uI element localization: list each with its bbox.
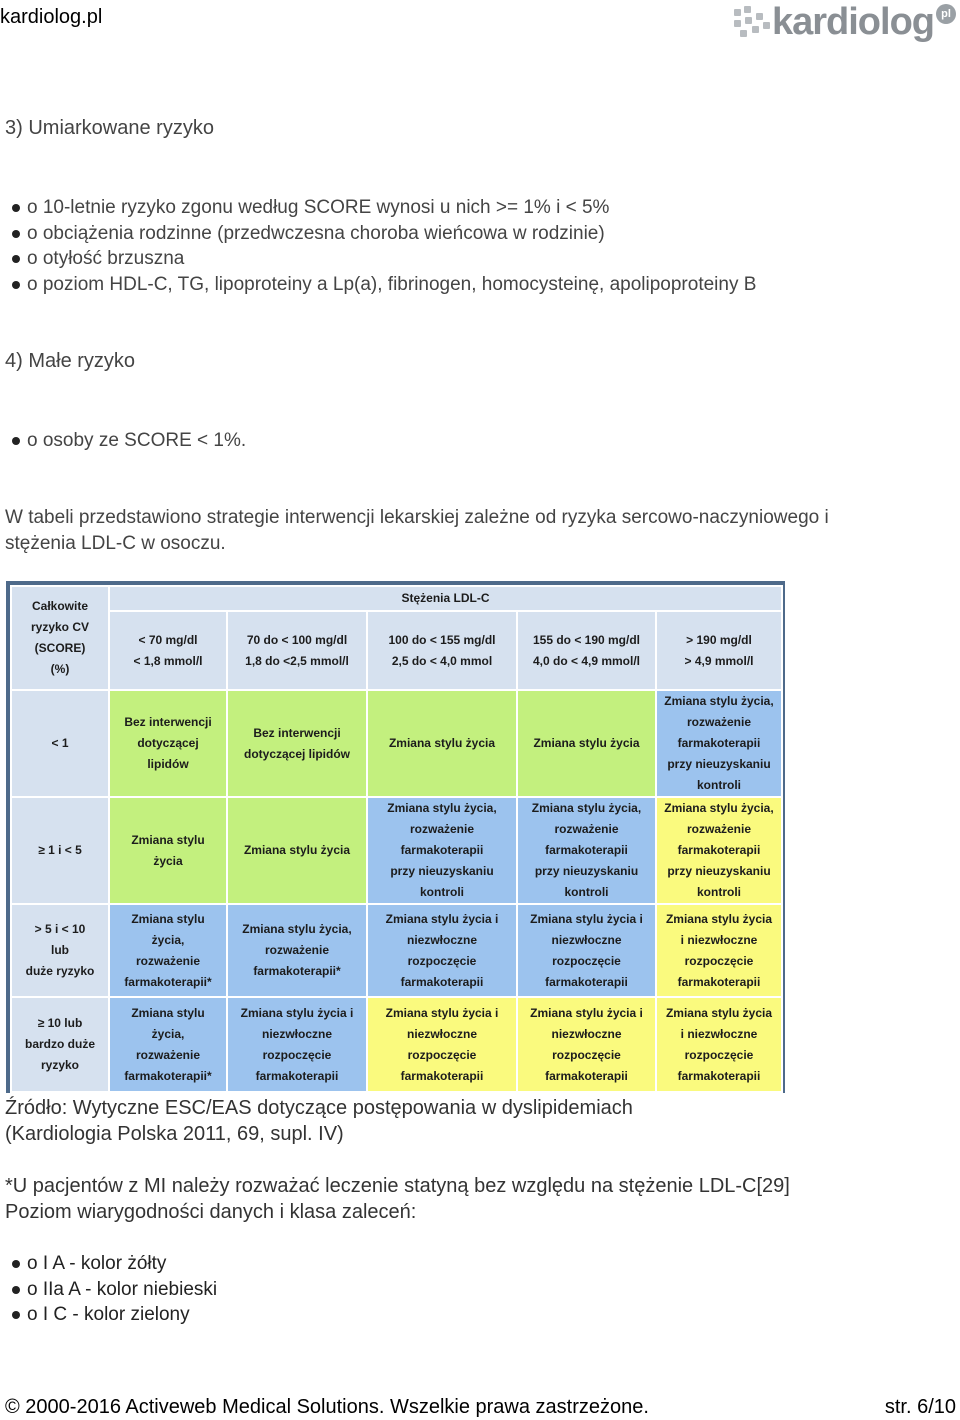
cell-line: farmakoterapii: [400, 1068, 484, 1083]
source-line: Źródło: Wytyczne ESC/EAS dotyczące postępowania w dyslipidemiach: [5, 1097, 633, 1119]
strategy-cell: [367, 690, 517, 797]
header-line: 155 do < 190 mg/dl: [532, 632, 641, 647]
strategy-cell: [109, 797, 227, 904]
source-line: (Kardiologia Polska 2011, 69, supl. IV): [5, 1123, 344, 1145]
logo-text: kardiolog: [771, 0, 934, 43]
cell-line: rozważenie: [686, 822, 752, 836]
cell-line: przy nieuzyskaniu: [667, 864, 771, 878]
cell-line: farmakoterapii*: [124, 974, 212, 989]
strategy-cell: [227, 797, 367, 904]
intro-line: stężenia LDL-C w osoczu.: [5, 533, 226, 554]
logo-dots-icon: [732, 4, 772, 40]
column-header: [656, 611, 782, 690]
risk-label-cell: [11, 797, 109, 904]
cell-line: rozważenie: [554, 822, 619, 836]
cell-line: Zmiana stylu życia i: [385, 911, 499, 926]
kardiolog-logo: [732, 0, 956, 44]
list-item: o 10-letnie ryzyko zgonu według SCORE wynosi u nich >= 1% i < 5%: [12, 195, 756, 221]
strategy-cell: [227, 904, 367, 997]
cell-line: duże ryzyko: [25, 964, 95, 978]
cell-line: > 5 i < 10: [34, 922, 86, 936]
section3-title: 3) Umiarkowane ryzyko: [5, 117, 214, 139]
cell-line: farmakoterapii: [677, 974, 761, 989]
table-row: [11, 797, 782, 904]
cell-line: Zmiana stylu życia,: [531, 801, 642, 815]
column-header: [517, 611, 656, 690]
ldl-strategy-table: [10, 585, 783, 1093]
strategy-cell: [367, 797, 517, 904]
strategy-cell: [517, 690, 656, 797]
cell-line: niezwłoczne: [406, 932, 477, 947]
strategy-cell: [227, 690, 367, 797]
header-line: 2,5 do < 4,0 mmol: [391, 653, 493, 668]
column-header: [109, 611, 227, 690]
cell-line: Zmiana stylu: [131, 911, 205, 926]
cell-line: niezwłoczne: [551, 1026, 622, 1041]
cell-line: rozpoczęcie: [684, 1047, 754, 1062]
cell-line: farmakoterapii: [545, 974, 628, 989]
header-line: 70 do < 100 mg/dl: [246, 632, 348, 647]
section4-list: [12, 428, 246, 454]
cell-line: rozpoczęcie: [552, 953, 621, 968]
header-line: 100 do < 155 mg/dl: [388, 632, 496, 647]
header-line: (SCORE): [34, 641, 86, 655]
strategy-cell: [656, 690, 782, 797]
cell-line: farmakoterapii: [400, 843, 484, 857]
header-line: 4,0 do < 4,9 mmol/l: [532, 653, 641, 668]
cell-line: rozważenie: [135, 1047, 201, 1062]
cell-line: kontroli: [697, 885, 741, 899]
cell-line: kontroli: [420, 885, 464, 899]
cell-line: Zmiana stylu życia,: [387, 801, 497, 815]
risk-label-cell: [11, 904, 109, 997]
list-item: o IIa A - kolor niebieski: [12, 1277, 217, 1303]
cell-line: Zmiana stylu: [131, 1005, 205, 1020]
cell-line: życia: [153, 853, 183, 868]
cell-line: Zmiana stylu życia: [388, 736, 496, 750]
strategy-cell: [227, 997, 367, 1092]
list-item: o I C - kolor zielony: [12, 1302, 217, 1328]
cell-line: przy nieuzyskaniu: [534, 864, 639, 878]
column-header: [227, 611, 367, 690]
risk-label-cell: [11, 690, 109, 797]
cell-line: rozważenie: [409, 822, 475, 836]
cell-line: Zmiana stylu życia i: [530, 911, 643, 926]
cell-line: rozpoczęcie: [262, 1047, 332, 1062]
site-name: kardiolog.pl: [0, 6, 103, 28]
strategy-cell: [109, 690, 227, 797]
cell-line: bardzo duże: [24, 1037, 95, 1051]
table-row: [11, 904, 782, 997]
header-line: < 70 mg/dl: [138, 632, 198, 647]
strategy-cell: [656, 904, 782, 997]
corner-header: [11, 586, 109, 690]
cell-line: życia,: [151, 932, 185, 947]
cell-line: farmakoterapii: [400, 974, 484, 989]
cell-line: rozpoczęcie: [407, 1047, 477, 1062]
table-row: [11, 997, 782, 1092]
cell-line: ≥ 1 i < 5: [38, 843, 82, 857]
cell-line: i niezwłoczne: [680, 932, 758, 947]
note-line: Poziom wiarygodności danych i klasa zaleceń:: [5, 1201, 417, 1223]
list-item: o osoby ze SCORE < 1%.: [12, 428, 246, 454]
list-item: o otyłość brzuszna: [12, 246, 756, 272]
ldl-group-header: Stężenia LDL-C: [109, 586, 782, 611]
list-item: o I A - kolor żółty: [12, 1251, 217, 1277]
strategy-cell: [109, 997, 227, 1092]
cell-line: przy nieuzyskaniu: [390, 864, 494, 878]
cell-line: rozpoczęcie: [407, 953, 477, 968]
header-line: < 1,8 mmol/l: [133, 653, 203, 668]
strategy-cell: [517, 997, 656, 1092]
cell-line: Bez interwencji: [124, 715, 212, 729]
section4-title: 4) Małe ryzyko: [5, 350, 136, 372]
cell-line: farmakoterapii: [545, 843, 628, 857]
cell-line: rozpoczęcie: [552, 1047, 621, 1062]
cell-line: farmakoterapii*: [124, 1068, 212, 1083]
intro-paragraph: [5, 505, 829, 557]
cell-line: Zmiana stylu życia i: [530, 1005, 643, 1020]
cell-line: i niezwłoczne: [680, 1026, 758, 1041]
list-item: o obciążenia rodzinne (przedwczesna choroba wieńcowa w rodzinie): [12, 221, 756, 247]
cell-line: Zmiana stylu życia: [533, 736, 640, 750]
strategy-cell: [517, 904, 656, 997]
note-block: [5, 1173, 790, 1225]
strategy-cell: [656, 997, 782, 1092]
section3-list: [12, 195, 756, 297]
cell-line: kontroli: [564, 885, 609, 899]
note-line: *U pacjentów z MI należy rozważać leczenie statyną bez względu na stężenie LDL-C[29]: [5, 1175, 790, 1197]
cell-line: lipidów: [147, 757, 189, 771]
header-line: (%): [50, 662, 70, 676]
cell-line: Zmiana stylu życia i: [385, 1005, 499, 1020]
cell-line: farmakoterapii*: [253, 964, 341, 978]
cell-line: dotyczącej: [137, 736, 199, 750]
cell-line: lub: [51, 943, 69, 957]
risk-label-cell: [11, 997, 109, 1092]
cell-line: przy nieuzyskaniu: [667, 757, 771, 771]
cell-line: Zmiana stylu życia,: [664, 694, 774, 708]
column-header: [367, 611, 517, 690]
header-line: > 190 mg/dl: [686, 632, 752, 647]
ldl-strategy-table-frame: [6, 581, 785, 1093]
cell-line: rozważenie: [264, 943, 330, 957]
source-caption: [5, 1095, 633, 1147]
cell-line: ryzyko: [40, 1058, 80, 1072]
header-line: 1,8 do <2,5 mmol/l: [245, 653, 349, 668]
strategy-cell: [656, 797, 782, 904]
strategy-cell: [109, 904, 227, 997]
cell-line: niezwłoczne: [406, 1026, 477, 1041]
cell-line: Zmiana stylu życia: [665, 911, 773, 926]
cell-line: życia,: [151, 1026, 185, 1041]
cell-line: dotyczącej lipidów: [243, 746, 351, 761]
cell-line: farmakoterapii: [255, 1068, 339, 1083]
header-line: ryzyko CV: [30, 620, 90, 634]
header-line: > 4,9 mmol/l: [684, 653, 754, 668]
table-body: [11, 690, 782, 1092]
cell-line: Zmiana stylu życia i: [240, 1005, 354, 1020]
strategy-cell: [367, 997, 517, 1092]
cell-line: rozpoczęcie: [684, 953, 754, 968]
cell-line: Zmiana stylu życia: [665, 1005, 773, 1020]
cell-line: farmakoterapii: [677, 843, 761, 857]
cell-line: Zmiana stylu: [131, 832, 205, 847]
cell-line: kontroli: [697, 778, 741, 792]
strategy-cell: [367, 904, 517, 997]
cell-line: farmakoterapii: [677, 1068, 761, 1083]
cell-line: niezwłoczne: [261, 1026, 332, 1041]
intro-line: W tabeli przedstawiono strategie interwencji lekarskiej zależne od ryzyka sercowo-naczyniowego i: [5, 507, 829, 528]
legend-list: [12, 1251, 217, 1328]
cell-line: rozważenie: [135, 953, 201, 968]
cell-line: Bez interwencji: [253, 725, 341, 740]
header-line: Całkowite: [31, 599, 88, 613]
cell-line: Zmiana stylu życia,: [664, 801, 774, 815]
list-item: o poziom HDL-C, TG, lipoproteiny a Lp(a), fibrinogen, homocysteinę, apolipoproteiny B: [12, 272, 756, 298]
page-number: str. 6/10: [884, 1396, 956, 1418]
cell-line: farmakoterapii: [545, 1068, 628, 1083]
logo-suffix: pl: [936, 4, 956, 24]
cell-line: Zmiana stylu życia,: [242, 922, 352, 936]
cell-line: Zmiana stylu życia: [243, 843, 351, 857]
cell-line: ≥ 10 lub: [37, 1016, 83, 1030]
footer-copyright: © 2000-2016 Activeweb Medical Solutions. Wszelkie prawa zastrzeżone.: [5, 1396, 649, 1418]
cell-line: farmakoterapii: [677, 736, 761, 750]
strategy-cell: [517, 797, 656, 904]
cell-line: < 1: [51, 736, 69, 750]
cell-line: niezwłoczne: [551, 932, 622, 947]
cell-line: rozważenie: [686, 715, 752, 729]
table-row: [11, 690, 782, 797]
